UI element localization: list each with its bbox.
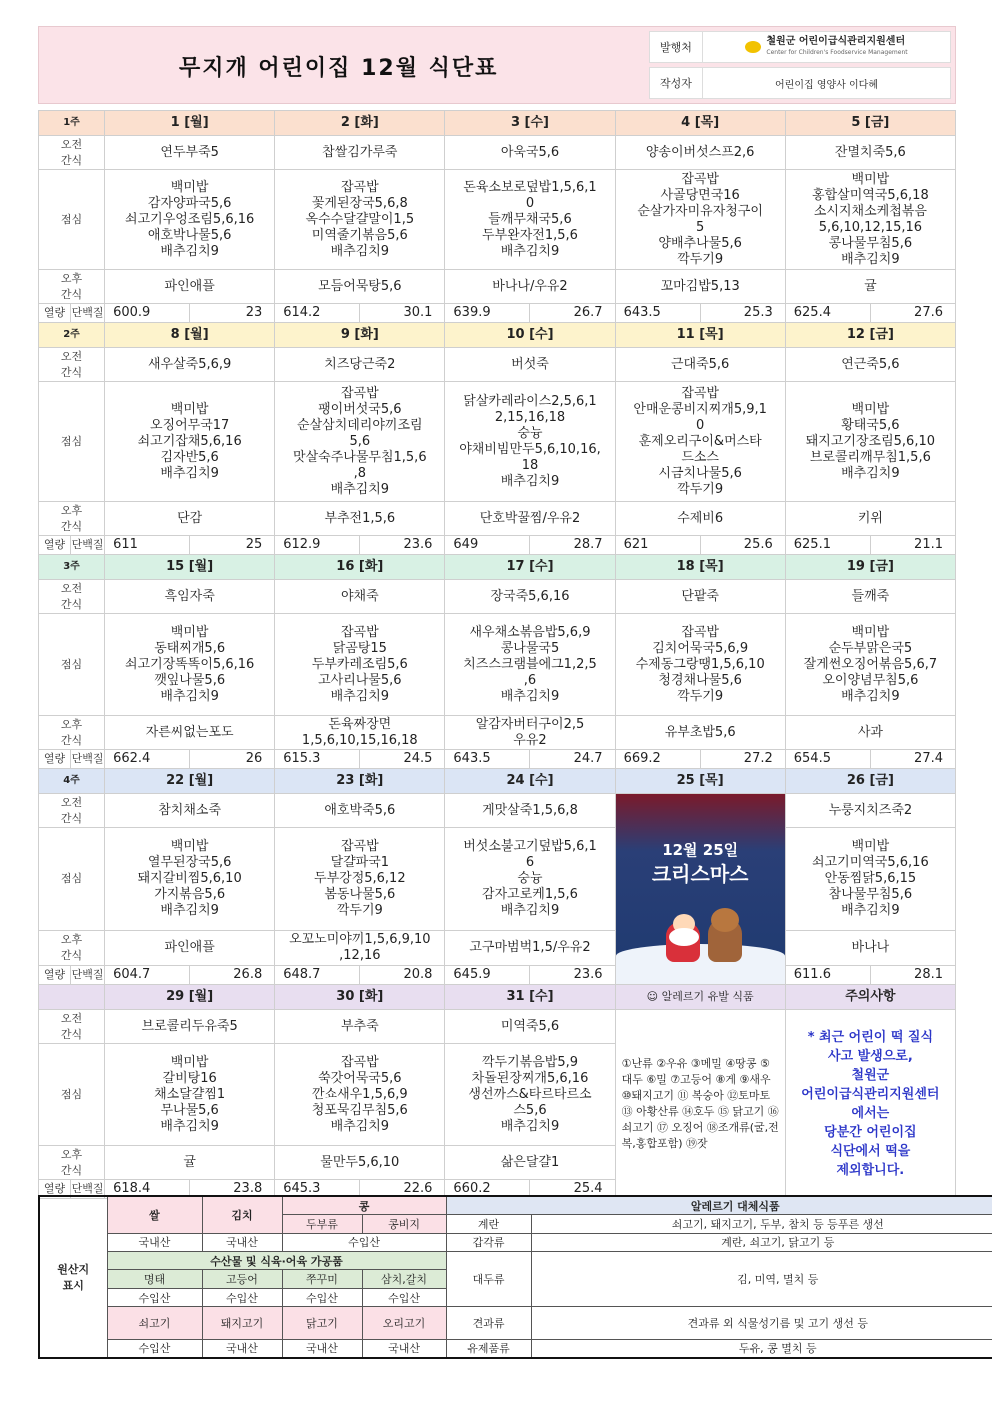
kcal-value: 645.3 (275, 1180, 360, 1199)
protein-value: 28.1 (870, 965, 955, 984)
lunch-menu: 새우채소볶음밥5,6,9 콩나물국5 치즈스크램블에그1,2,5 ,6 배추김치9 (445, 614, 615, 716)
chicken-origin: 국내산 (282, 1339, 362, 1358)
pm-snack-menu: 오꼬노미야끼1,5,6,9,10 ,12,16 (275, 931, 445, 965)
pm-snack-menu: 바나나 (785, 931, 955, 965)
pm-snack-label: 오후 간식 (39, 931, 105, 965)
day-date: 19 [금] (785, 555, 955, 580)
lunch-row (39, 828, 956, 931)
day-date: 2 [화] (275, 111, 445, 136)
am-snack-menu: 부추죽 (275, 1010, 445, 1044)
nutrition-row (39, 750, 956, 769)
day-date: 31 [수] (445, 985, 615, 1010)
day-date: 16 [화] (275, 555, 445, 580)
am-snack-menu: 양송이버섯스프2,6 (615, 136, 785, 170)
lunch-menu: 백미밥 황태국5,6 돼지고기장조림5,6,10 브로콜리깨무침1,5,6 배추김치9 (785, 382, 955, 502)
week-header-row (39, 985, 956, 1010)
beanmilk-header: 콩비지 (362, 1215, 446, 1233)
day-date: 24 [수] (445, 769, 615, 794)
publisher-name: 철원군 어린이급식관리지원센터 (766, 36, 906, 47)
protein-value: 24.7 (530, 750, 615, 769)
kcal-label: 열량 (39, 304, 71, 323)
center-logo-icon (745, 41, 761, 53)
pm-snack-label: 오후 간식 (39, 270, 105, 304)
nutrition-row (39, 304, 956, 323)
lunch-menu: 백미밥 동태찌개5,6 쇠고기장똑똑이5,6,16 깻잎나물5,6 배추김치9 (105, 614, 275, 716)
day-date: 5 [금] (785, 111, 955, 136)
meta-box (649, 31, 951, 99)
reindeer-face-icon (711, 908, 739, 932)
page-title: 무지개 어린이집 12월 식단표 (179, 56, 499, 81)
jjukkumi-origin: 수입산 (282, 1288, 362, 1306)
lunch-menu: 닭살카레라이스2,5,6,1 2,15,16,18 숭늉 야채비빔만두5,6,10,16, 18 배추김치9 (445, 382, 615, 502)
day-date: 30 [화] (275, 985, 445, 1010)
kimchi-origin: 국내산 (202, 1233, 282, 1251)
kcal-value: 643.5 (615, 304, 700, 323)
duck-origin: 국내산 (362, 1339, 446, 1358)
am-snack-row (39, 580, 956, 614)
day-date: 25 [목] (615, 769, 785, 794)
duck-header: 오리고기 (362, 1307, 446, 1339)
kcal-label: 열량 (39, 536, 71, 555)
week-label: 2주 (39, 323, 105, 348)
sub-value: 견과류 외 식물성기름 및 고기 생선 등 (531, 1307, 992, 1339)
lunch-menu: 백미밥 갈비탕16 채소달걀찜1 무나물5,6 배추김치9 (105, 1044, 275, 1146)
am-snack-menu: 찹쌀김가루죽 (275, 136, 445, 170)
day-date: 1 [월] (105, 111, 275, 136)
lunch-menu: 잡곡밥 팽이버섯국5,6 순살삼치데리야끼조림 5,6 맛살숙주나물무침1,5,6 ,8 배추김치9 (275, 382, 445, 502)
day-date: 23 [화] (275, 769, 445, 794)
protein-value: 22.6 (360, 1180, 445, 1199)
pm-snack-menu: 수제비6 (615, 502, 785, 536)
lunch-row (39, 614, 956, 716)
protein-label: 단백질 (71, 536, 105, 555)
protein-label: 단백질 (71, 1180, 105, 1199)
day-date: 4 [목] (615, 111, 785, 136)
pm-snack-row (39, 931, 956, 965)
pm-snack-menu: 알감자버터구이2,5 우유2 (445, 716, 615, 750)
holiday-name: 크리스마스 (651, 862, 749, 886)
jjukkumi-header: 쭈꾸미 (282, 1270, 362, 1288)
christmas-cell (615, 794, 785, 985)
lunch-menu: 잡곡밥 닭곰탕15 두부카레조림5,6 고사리나물5,6 배추김치9 (275, 614, 445, 716)
kcal-value: 669.2 (615, 750, 700, 769)
lunch-label: 점심 (39, 382, 105, 502)
pm-snack-menu: 귤 (785, 270, 955, 304)
lunch-menu: 잡곡밥 달걀파국1 두부강정5,6,12 봄동나물5,6 깍두기9 (275, 828, 445, 931)
pm-snack-menu: 꼬마김밥5,13 (615, 270, 785, 304)
rice-origin: 국내산 (107, 1233, 202, 1251)
am-snack-menu: 장국죽5,6,16 (445, 580, 615, 614)
protein-value: 25 (190, 536, 275, 555)
am-snack-menu: 참치채소죽 (105, 794, 275, 828)
am-snack-menu: 버섯죽 (445, 348, 615, 382)
pork-header: 돼지고기 (202, 1307, 282, 1339)
bean-header: 콩 (282, 1196, 446, 1215)
pm-snack-menu: 단감 (105, 502, 275, 536)
week-header-row (39, 555, 956, 580)
pm-snack-menu: 부추전1,5,6 (275, 502, 445, 536)
tofu-header: 두부류 (282, 1215, 362, 1233)
kcal-value: 604.7 (105, 965, 190, 984)
day-date: 18 [목] (615, 555, 785, 580)
am-snack-row (39, 1010, 956, 1044)
kcal-label: 열량 (39, 1180, 71, 1199)
am-snack-label: 오전 간식 (39, 580, 105, 614)
nutrition-row (39, 536, 956, 555)
protein-value: 23 (190, 304, 275, 323)
protein-value: 27.2 (700, 750, 785, 769)
beef-origin: 수입산 (107, 1339, 202, 1358)
allergy-sub-header: 알레르기 대체식품 (446, 1196, 992, 1215)
day-date: 29 [월] (105, 985, 275, 1010)
week-header-row (39, 111, 956, 136)
pork-origin: 국내산 (202, 1339, 282, 1358)
kcal-label: 열량 (39, 965, 71, 984)
week-label (39, 985, 105, 1010)
sub-key: 대두류 (446, 1252, 531, 1307)
kcal-value: 625.4 (785, 304, 870, 323)
am-snack-label: 오전 간식 (39, 136, 105, 170)
am-snack-menu: 잔멸치죽5,6 (785, 136, 955, 170)
kimchi-header: 김치 (202, 1196, 282, 1233)
snow-icon (616, 944, 785, 984)
kcal-value: 648.7 (275, 965, 360, 984)
notice-header: 주의사항 (785, 985, 955, 1010)
pm-snack-menu: 유부초밥5,6 (615, 716, 785, 750)
lunch-menu: 잡곡밥 꽃게된장국5,6,8 옥수수달걀말이1,5 미역줄기볶음5,6 배추김치9 (275, 170, 445, 270)
author-label: 작성자 (650, 68, 703, 98)
lunch-menu: 백미밥 순두부맑은국5 잘게썬오징어볶음5,6,7 오이양념무침5,6 배추김치9 (785, 614, 955, 716)
am-snack-menu: 근대죽5,6 (615, 348, 785, 382)
kcal-value: 643.5 (445, 750, 530, 769)
publisher-label: 발행처 (650, 32, 703, 62)
kcal-label: 열량 (39, 750, 71, 769)
sub-key: 견과류 (446, 1307, 531, 1339)
lunch-menu: 잡곡밥 쑥갓어묵국5,6 깐쇼새우1,5,6,9 청포묵김무침5,6 배추김치9 (275, 1044, 445, 1146)
lunch-label: 점심 (39, 828, 105, 931)
day-date: 26 [금] (785, 769, 955, 794)
pm-snack-menu: 사과 (785, 716, 955, 750)
kcal-value: 645.9 (445, 965, 530, 984)
allergy-header: ☺ 알레르기 유발 식품 (615, 985, 785, 1010)
lunch-label: 점심 (39, 614, 105, 716)
am-snack-menu: 연근죽5,6 (785, 348, 955, 382)
kcal-value: 639.9 (445, 304, 530, 323)
pm-snack-row (39, 716, 956, 750)
am-snack-menu: 누룽지치즈죽2 (785, 794, 955, 828)
day-date: 8 [월] (105, 323, 275, 348)
kcal-value: 662.4 (105, 750, 190, 769)
pm-snack-menu: 귤 (105, 1146, 275, 1180)
protein-value: 28.7 (530, 536, 615, 555)
pm-snack-menu: 모듬어묵탕5,6 (275, 270, 445, 304)
am-snack-menu: 새우살죽5,6,9 (105, 348, 275, 382)
day-date: 3 [수] (445, 111, 615, 136)
mackerel-origin: 수입산 (202, 1288, 282, 1306)
am-snack-menu: 애호박죽5,6 (275, 794, 445, 828)
lunch-menu: 백미밥 감자양파국5,6 쇠고기우엉조림5,6,16 애호박나물5,6 배추김치9 (105, 170, 275, 270)
pm-snack-menu: 자른씨없는포도 (105, 716, 275, 750)
kcal-value: 618.4 (105, 1180, 190, 1199)
kcal-value: 649 (445, 536, 530, 555)
sub-value: 계란, 쇠고기, 닭고기 등 (531, 1233, 992, 1251)
kcal-value: 611 (105, 536, 190, 555)
lunch-menu: 깍두기볶음밥5,9 차돌된장찌개5,6,16 생선까스&타르타르소 스5,6 배추김치9 (445, 1044, 615, 1146)
protein-value: 23.6 (360, 536, 445, 555)
kcal-value: 600.9 (105, 304, 190, 323)
protein-value: 25.3 (700, 304, 785, 323)
notice-text: * 최근 어린이 떡 질식 사고 발생으로, 철원군 어린이급식관리지원센터 에서는 당분간 어린이집 식단에서 떡을 제외합니다. (785, 1010, 955, 1199)
pm-snack-menu: 키위 (785, 502, 955, 536)
protein-label: 단백질 (71, 750, 105, 769)
protein-value: 26.8 (190, 965, 275, 984)
lunch-menu: 돈육소보로덮밥1,5,6,1 0 들깨무채국5,6 두부완자전1,5,6 배추김치9 (445, 170, 615, 270)
holiday-date: 12월 25일 (662, 841, 739, 859)
lunch-menu: 백미밥 오징어무국17 쇠고기잡채5,6,16 김자반5,6 배추김치9 (105, 382, 275, 502)
lunch-menu: 버섯소불고기덮밥5,6,1 6 숭늉 감자고로케1,5,6 배추김치9 (445, 828, 615, 931)
day-date: 12 [금] (785, 323, 955, 348)
pm-snack-menu: 삶은달걀1 (445, 1146, 615, 1180)
protein-value: 23.8 (190, 1180, 275, 1199)
protein-value: 27.6 (870, 304, 955, 323)
lunch-label: 점심 (39, 1044, 105, 1146)
day-date: 9 [화] (275, 323, 445, 348)
pm-snack-label: 오후 간식 (39, 716, 105, 750)
seafood-header: 수산물 및 식육·어육 가공품 (107, 1252, 446, 1270)
am-snack-menu: 미역죽5,6 (445, 1010, 615, 1044)
lunch-menu: 백미밥 쇠고기미역국5,6,16 안동찜닭5,6,15 참나물무침5,6 배추김치9 (785, 828, 955, 931)
author-value: 어린이집 영양사 이다혜 (775, 79, 878, 91)
origin-label: 원산지 표시 (39, 1196, 107, 1358)
protein-value: 25.4 (530, 1180, 615, 1199)
pm-snack-menu: 돈육짜장면 1,5,6,10,15,16,18 (275, 716, 445, 750)
kcal-value: 621 (615, 536, 700, 555)
week-label: 4주 (39, 769, 105, 794)
sub-value: 두유, 콩 멸치 등 (531, 1339, 992, 1358)
day-date: 10 [수] (445, 323, 615, 348)
am-snack-menu: 들깨죽 (785, 580, 955, 614)
pm-snack-label: 오후 간식 (39, 502, 105, 536)
am-snack-label: 오전 간식 (39, 348, 105, 382)
protein-value: 25.6 (700, 536, 785, 555)
week-header-row (39, 769, 956, 794)
allergy-list: ①난류 ②우유 ③메밀 ④땅콩 ⑤대두 ⑥밀 ⑦고등어 ⑧게 ⑨새우⑩돼지고기 ⑪ 복숭아 ⑫토마토⑬ 아황산류 ⑭호두 ⑮ 닭고기 ⑯쇠고기 ⑰ 오징어 ⑱조개류(굴,전복,홍합포함) ⑲잣 (615, 1010, 785, 1199)
protein-label: 단백질 (71, 965, 105, 984)
sub-key: 갑각류 (446, 1233, 531, 1251)
nutrition-row (39, 965, 956, 984)
kcal-value: 654.5 (785, 750, 870, 769)
publisher-row (649, 31, 951, 63)
beef-header: 쇠고기 (107, 1307, 202, 1339)
protein-value: 30.1 (360, 304, 445, 323)
rice-header: 쌀 (107, 1196, 202, 1233)
kcal-value: 615.3 (275, 750, 360, 769)
protein-value: 27.4 (870, 750, 955, 769)
day-date: 17 [수] (445, 555, 615, 580)
am-snack-menu: 브로콜리두유죽5 (105, 1010, 275, 1044)
am-snack-menu: 게맛살죽1,5,6,8 (445, 794, 615, 828)
santa-beard-icon (669, 928, 699, 946)
christmas-illustration (616, 794, 785, 984)
am-snack-menu: 흑임자죽 (105, 580, 275, 614)
kcal-value: 625.1 (785, 536, 870, 555)
bean-origin: 수입산 (282, 1233, 446, 1251)
kcal-value: 660.2 (445, 1180, 530, 1199)
am-snack-row (39, 136, 956, 170)
day-date: 22 [월] (105, 769, 275, 794)
lunch-menu: 백미밥 홍합살미역국5,6,18 소시지채소케첩볶음 5,6,10,12,15,16 콩나물무침5,6 배추김치9 (785, 170, 955, 270)
squid-cutlass-header: 삼치,갈치 (362, 1270, 446, 1288)
sub-value: 김, 미역, 멸치 등 (531, 1252, 992, 1307)
lunch-row (39, 170, 956, 270)
header-banner (38, 26, 956, 104)
am-snack-menu: 연두부죽5 (105, 136, 275, 170)
publisher-sub: Center for Children's Foodservice Management (766, 49, 908, 56)
pm-snack-menu: 파인애플 (105, 931, 275, 965)
week-header-row (39, 323, 956, 348)
lunch-menu: 잡곡밥 안매운콩비지찌개5,9,1 0 훈제오리구이&머스타 드소스 시금치나물5,6 깍두기9 (615, 382, 785, 502)
sub-key: 계란 (446, 1215, 531, 1233)
week-label: 3주 (39, 555, 105, 580)
sub-key: 유제품류 (446, 1339, 531, 1358)
protein-value: 26 (190, 750, 275, 769)
chicken-header: 닭고기 (282, 1307, 362, 1339)
pm-snack-row (39, 502, 956, 536)
lunch-row (39, 382, 956, 502)
protein-value: 24.5 (360, 750, 445, 769)
pm-snack-menu: 물만두5,6,10 (275, 1146, 445, 1180)
week-label: 1주 (39, 111, 105, 136)
publisher-value (703, 32, 950, 62)
am-snack-label: 오전 간식 (39, 794, 105, 828)
kcal-value: 612.9 (275, 536, 360, 555)
am-snack-menu: 단팥죽 (615, 580, 785, 614)
am-snack-row (39, 348, 956, 382)
am-snack-menu: 아욱국5,6 (445, 136, 615, 170)
author-row (649, 67, 951, 99)
pm-snack-menu: 파인애플 (105, 270, 275, 304)
squid-cutlass-origin: 수입산 (362, 1288, 446, 1306)
protein-value: 21.1 (870, 536, 955, 555)
pm-snack-menu: 바나나/우유2 (445, 270, 615, 304)
protein-value: 20.8 (360, 965, 445, 984)
day-date: 15 [월] (105, 555, 275, 580)
pollock-header: 명태 (107, 1270, 202, 1288)
mackerel-header: 고등어 (202, 1270, 282, 1288)
lunch-menu: 잡곡밥 김치어묵국5,6,9 수제동그랑땡1,5,6,10 청경채나물5,6 깍두기9 (615, 614, 785, 716)
lunch-menu: 백미밥 열무된장국5,6 돼지갈비찜5,6,10 가지볶음5,6 배추김치9 (105, 828, 275, 931)
lunch-menu: 잡곡밥 사골당면국16 순살가자미유자청구이 5 양배추나물5,6 깍두기9 (615, 170, 785, 270)
protein-value: 26.7 (530, 304, 615, 323)
menu-table (38, 110, 956, 1199)
pm-snack-menu: 단호박꿀찜/우유2 (445, 502, 615, 536)
am-snack-menu: 치즈당근죽2 (275, 348, 445, 382)
pollock-origin: 수입산 (107, 1288, 202, 1306)
pm-snack-row (39, 270, 956, 304)
am-snack-label: 오전 간식 (39, 1010, 105, 1044)
kcal-value: 611.6 (785, 965, 870, 984)
lunch-label: 점심 (39, 170, 105, 270)
origin-table (38, 1195, 992, 1359)
sub-value: 쇠고기, 돼지고기, 두부, 참치 등 등푸른 생선 (531, 1215, 992, 1233)
am-snack-row (39, 794, 956, 828)
protein-value: 23.6 (530, 965, 615, 984)
pm-snack-label: 오후 간식 (39, 1146, 105, 1180)
day-date: 11 [목] (615, 323, 785, 348)
pm-snack-menu: 고구마범벅1,5/우유2 (445, 931, 615, 965)
protein-label: 단백질 (71, 304, 105, 323)
kcal-value: 614.2 (275, 304, 360, 323)
am-snack-menu: 야채죽 (275, 580, 445, 614)
